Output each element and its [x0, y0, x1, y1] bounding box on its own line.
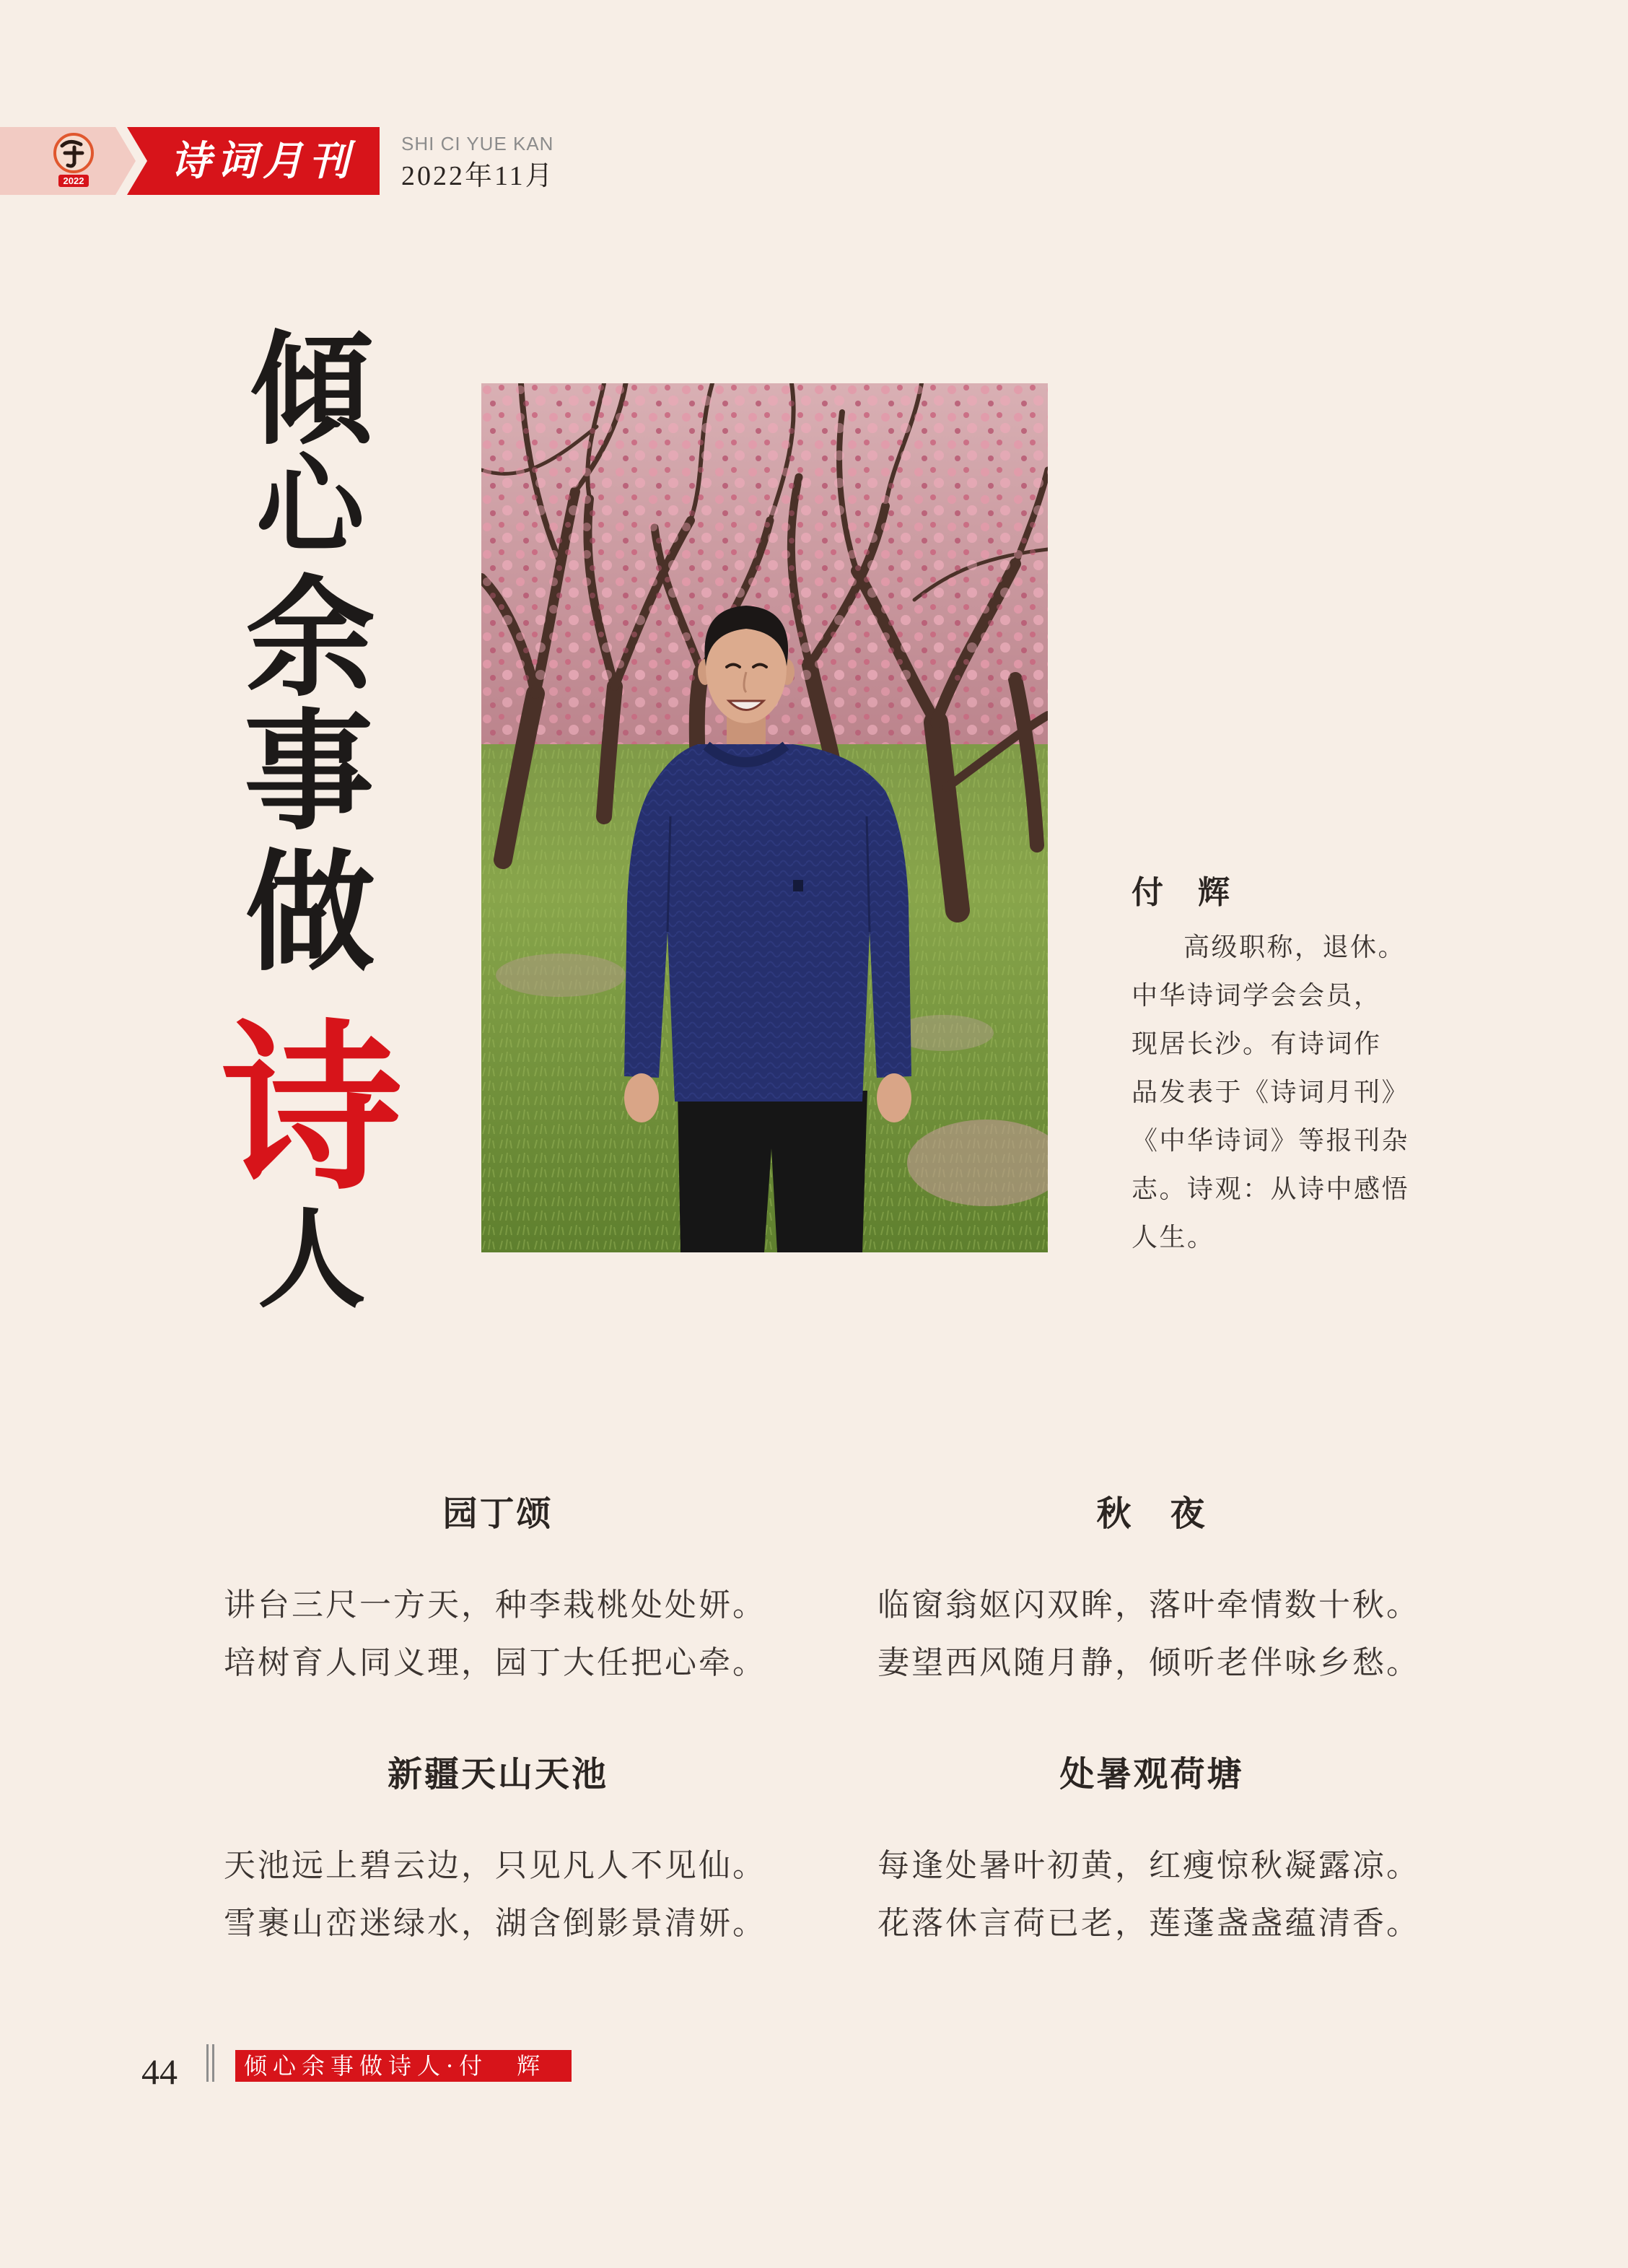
poem-title: 处暑观荷塘	[1059, 1754, 1244, 1794]
bio-line: 志。诗观：从诗中感悟	[1132, 1174, 1410, 1204]
magazine-pinyin: SHI CI YUE KAN	[401, 133, 554, 154]
poem-line: 讲台三尺一方天，种李栽桃处处妍。	[224, 1587, 766, 1623]
magazine-title: 诗词月刊	[170, 137, 355, 185]
bio-line: 现居长沙。有诗词作	[1132, 1029, 1382, 1059]
bio-line: 人生。	[1132, 1223, 1215, 1252]
bio-line: 品发表于《诗词月刊》	[1132, 1078, 1410, 1107]
poem	[224, 1491, 772, 1692]
poem-line: 花落休言荷已老，莲蓬盏盏蕴清香。	[878, 1905, 1420, 1942]
poem-line: 每逢处暑叶初黄，红瘦惊秋凝露凉。	[878, 1847, 1420, 1884]
page-number: 44	[141, 2051, 178, 2092]
author-bio	[1132, 923, 1435, 1262]
logo-badge-text: 2022	[63, 175, 84, 186]
poem-body	[878, 1837, 1426, 1953]
poem-title: 新疆天山天池	[387, 1754, 608, 1794]
poem-body	[224, 1837, 772, 1953]
bio-line: 中华诗词学会会员，	[1132, 981, 1382, 1011]
poem	[878, 1491, 1426, 1692]
feature-title-char: 傾	[250, 318, 374, 462]
sweater-badge	[793, 880, 803, 891]
poem	[878, 1751, 1426, 1953]
poem-body	[224, 1576, 772, 1692]
author-block	[1132, 870, 1435, 1262]
feature-title-char-highlight: 诗	[222, 1002, 402, 1214]
feature-title-char: 人	[257, 1196, 367, 1323]
person-left-hand	[624, 1073, 659, 1122]
person-right-hand	[877, 1073, 911, 1122]
feature-title-char: 事	[243, 696, 375, 848]
feature-title-char: 心	[255, 442, 365, 569]
poem-line: 临窗翁妪闪双眸，落叶牵情数十秋。	[878, 1587, 1420, 1623]
poem-line: 雪裹山峦迷绿水，湖含倒影景清妍。	[224, 1905, 766, 1942]
author-photo	[481, 383, 1048, 1252]
bio-line: 《中华诗词》等报刊杂	[1132, 1126, 1410, 1156]
poem-line: 天池远上碧云边，只见凡人不见仙。	[224, 1847, 766, 1884]
poem-line: 培树育人同义理，园丁大任把心牵。	[224, 1644, 766, 1681]
feature-title-char: 做	[245, 837, 376, 989]
poem	[224, 1751, 772, 1953]
poem-body	[878, 1576, 1426, 1692]
poem-line: 妻望西风随月静，倾听老伴咏乡愁。	[878, 1644, 1420, 1681]
magazine-logo	[55, 134, 92, 187]
bio-line: 高级职称，退休。	[1183, 933, 1406, 962]
poem-title: 园丁颂	[442, 1493, 553, 1534]
feature-title-char: 余	[245, 562, 376, 715]
footer-divider	[206, 2044, 214, 2082]
issue-date: 2022年11月	[401, 161, 555, 191]
author-name: 付 辉	[1132, 874, 1231, 911]
poem-title: 秋 夜	[1096, 1493, 1207, 1534]
running-title: 倾心余事做诗人·付 辉	[235, 2050, 572, 2082]
